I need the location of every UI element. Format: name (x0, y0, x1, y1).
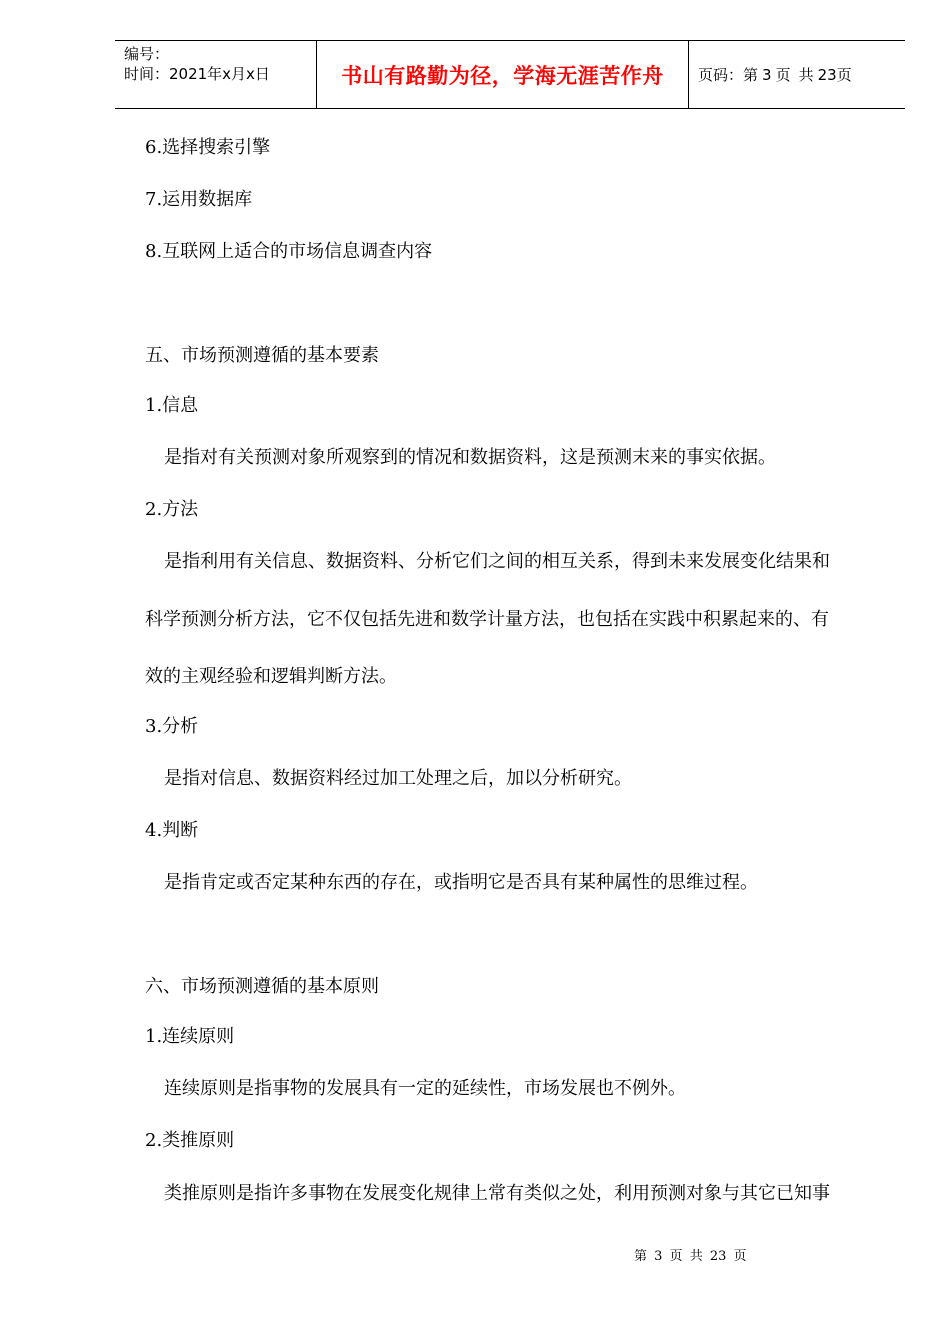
page-label: 页码：第 (698, 66, 759, 84)
paragraph-line: 是指对信息、数据资料经过加工处理之后，加以分析研究。 (164, 768, 632, 789)
footer-current: 3 (654, 1249, 663, 1264)
page-total-label: 共 (798, 66, 814, 84)
subheading: 1.信息 (145, 395, 199, 416)
list-item: 7.运用数据库 (145, 189, 253, 210)
page-total: 23 (817, 65, 837, 84)
section-heading: 六、市场预测遵循的基本原则 (145, 976, 379, 997)
footer-p2: 页 (669, 1249, 683, 1264)
header-motto-cell (316, 41, 689, 108)
list-item: 8.互联网上适合的市场信息调查内容 (145, 241, 433, 262)
page-footer (634, 1245, 750, 1264)
paragraph-line: 科学预测分析方法，它不仅包括先进和数学计量方法，也包括在实践中积累起来的、有 (145, 609, 829, 630)
list-item: 6.选择搜索引擎 (145, 137, 271, 158)
subheading: 1.连续原则 (145, 1026, 235, 1047)
page-current: 3 (762, 65, 772, 84)
subheading: 2.类推原则 (145, 1130, 235, 1151)
section-heading: 五、市场预测遵循的基本要素 (145, 345, 379, 366)
header-page-info (689, 41, 905, 108)
paragraph-line: 类推原则是指许多事物在发展变化规律上常有类似之处，利用预测对象与其它已知事 (164, 1183, 830, 1204)
page-header (115, 40, 905, 109)
subheading: 2.方法 (145, 499, 199, 520)
header-meta (115, 41, 316, 108)
paragraph-line: 是指对有关预测对象所观察到的情况和数据资料，这是预测末来的事实依据。 (164, 447, 776, 468)
paragraph-line: 是指利用有关信息、数据资料、分析它们之间的相互关系，得到未来发展变化结果和 (164, 551, 830, 572)
paragraph-line: 是指肯定或否定某种东西的存在，或指明它是否具有某种属性的思维过程。 (164, 872, 758, 893)
paragraph-line: 效的主观经验和逻辑判断方法。 (145, 666, 397, 687)
page-total-unit: 页 (836, 66, 852, 84)
footer-p4: 页 (733, 1249, 747, 1264)
footer-p1: 第 (634, 1249, 648, 1264)
page-unit: 页 (775, 66, 791, 84)
subheading: 3.分析 (145, 716, 199, 737)
paragraph-line: 连续原则是指事物的发展具有一定的延续性，市场发展也不例外。 (164, 1078, 686, 1099)
footer-p3: 共 (689, 1249, 703, 1264)
time-text: 时间：2021年x月x日 (124, 65, 270, 83)
footer-total: 23 (709, 1249, 727, 1264)
motto: 书山有路勤为径，学海无涯苦作舟 (341, 63, 664, 88)
subheading: 4.判断 (145, 820, 199, 841)
serial-label: 编号： (124, 45, 170, 63)
